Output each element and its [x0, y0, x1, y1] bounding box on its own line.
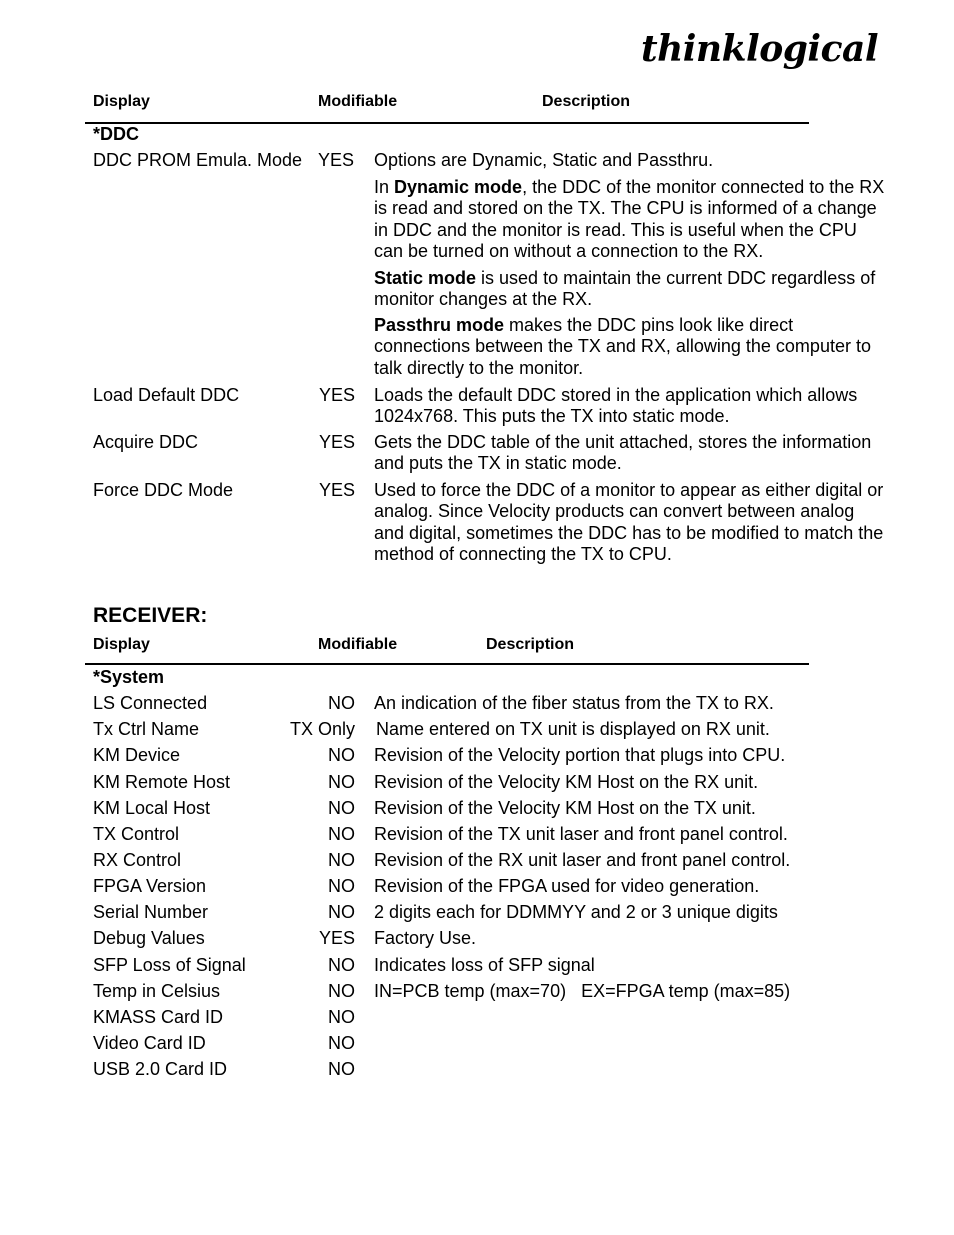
rx-row-name: KM Local Host — [93, 798, 211, 818]
ddc-row-description: Gets the DDC table of the unit attached, stores the information and puts the TX in static mode. — [374, 432, 872, 474]
rx-row-description: Revision of the TX unit laser and front panel control. — [374, 824, 788, 844]
ddc-prom-options: Options are Dynamic, Static and Passthru. — [374, 150, 714, 170]
rx-row-name: TX Control — [93, 824, 180, 844]
rx-column-header-display: Display — [93, 636, 150, 653]
rx-column-header-modifiable: Modifiable — [318, 636, 398, 653]
section-system: *System — [93, 667, 165, 687]
rx-row-description: IN=PCB temp (max=70) EX=FPGA temp (max=85) — [374, 981, 791, 1001]
ddc-row-description: Used to force the DDC of a monitor to appear as either digital or analog. Since Velocity products can convert between analog and digital, sometimes the DDC has to be modified to match the method of connecting the TX to CPU. — [374, 480, 884, 564]
rx-row-description: Name entered on TX unit is displayed on RX unit. — [376, 719, 770, 739]
rx-row-name: FPGA Version — [93, 876, 207, 896]
rx-row-description: Revision of the Velocity portion that plugs into CPU. — [374, 745, 786, 765]
rx-row-name: USB 2.0 Card ID — [93, 1059, 228, 1079]
ddc-prom-modifiable: YES — [318, 150, 355, 170]
receiver-title: RECEIVER: — [93, 604, 208, 627]
rx-row-modifiable: NO — [328, 876, 355, 896]
static-mode-text: is used to maintain the current DDC regardless of monitor changes at the RX. — [374, 268, 876, 310]
rx-row-description: An indication of the fiber status from the TX to RX. — [374, 693, 774, 713]
rx-row-description: Revision of the Velocity KM Host on the RX unit. — [374, 772, 759, 792]
passthru-mode-term: Passthru mode — [374, 315, 505, 335]
rx-row-name: KM Remote Host — [93, 772, 231, 792]
ddc-row-name: Acquire DDC — [93, 432, 199, 452]
rx-column-header-description: Description — [486, 636, 575, 653]
static-mode-paragraph — [374, 268, 889, 311]
rx-row-modifiable: NO — [328, 1033, 355, 1053]
rx-row-modifiable: NO — [328, 772, 355, 792]
rx-row-modifiable: NO — [328, 824, 355, 844]
ddc-row-modifiable: YES — [318, 432, 355, 452]
rx-row-name: KMASS Card ID — [93, 1007, 224, 1027]
passthru-mode-text: makes the DDC pins look like direct connections between the TX and RX, allowing the computer to talk directly to the monitor. — [374, 315, 871, 378]
rx-row-name: Debug Values — [93, 928, 205, 948]
ddc-row-modifiable: YES — [318, 480, 355, 500]
rx-row-modifiable: YES — [318, 928, 355, 948]
ddc-prom-name: DDC PROM Emula. Mode — [93, 150, 303, 170]
rx-row-description: Indicates loss of SFP signal — [374, 955, 595, 975]
header-rule — [85, 122, 809, 124]
ddc-row-modifiable: YES — [318, 385, 355, 405]
static-mode-term: Static mode — [374, 268, 477, 288]
dynamic-mode-paragraph — [374, 177, 889, 262]
thinklogical-logo: thinklogical — [640, 28, 878, 70]
rx-row-description: Revision of the Velocity KM Host on the TX unit. — [374, 798, 756, 818]
rx-row-name: Temp in Celsius — [93, 981, 221, 1001]
column-header-display: Display — [93, 93, 150, 110]
rx-row-modifiable: NO — [328, 955, 355, 975]
rx-row-name: KM Device — [93, 745, 181, 765]
dynamic-mode-term: Dynamic mode — [394, 177, 523, 197]
column-header-modifiable: Modifiable — [318, 93, 398, 110]
rx-row-modifiable: NO — [328, 981, 355, 1001]
dynamic-mode-text: , the DDC of the monitor connected to the RX is read and stored on the TX. The CPU is informed of a change in DDC and the monitor is read. This is useful when the CPU can be turned on without a connection to the RX. — [374, 177, 885, 261]
rx-row-description: Revision of the FPGA used for video generation. — [374, 876, 760, 896]
ddc-row-description: Loads the default DDC stored in the application which allows 1024x768. This puts the TX into static mode. — [374, 385, 858, 427]
rx-row-modifiable: NO — [328, 1059, 355, 1079]
rx-row-description: Revision of the RX unit laser and front panel control. — [374, 850, 791, 870]
rx-row-name: Tx Ctrl Name — [93, 719, 200, 739]
rx-row-name: RX Control — [93, 850, 182, 870]
rx-row-name: LS Connected — [93, 693, 208, 713]
rx-row-name: Video Card ID — [93, 1033, 206, 1053]
ddc-row-name: Force DDC Mode — [93, 480, 234, 500]
rx-row-modifiable: NO — [328, 902, 355, 922]
passthru-mode-paragraph — [374, 315, 889, 379]
rx-row-modifiable: NO — [328, 798, 355, 818]
dynamic-mode-prefix: In — [374, 177, 395, 197]
ddc-row-name: Load Default DDC — [93, 385, 240, 405]
section-ddc: *DDC — [93, 124, 140, 144]
rx-row-modifiable: NO — [328, 745, 355, 765]
rx-row-name: SFP Loss of Signal — [93, 955, 246, 975]
column-header-description: Description — [542, 93, 631, 110]
rx-row-modifiable: NO — [328, 850, 355, 870]
rx-header-rule — [85, 663, 809, 665]
rx-row-description: 2 digits each for DDMMYY and 2 or 3 unique digits — [374, 902, 778, 922]
rx-row-description: Factory Use. — [374, 928, 477, 948]
rx-row-name: Serial Number — [93, 902, 209, 922]
rx-row-modifiable: NO — [328, 1007, 355, 1027]
rx-row-modifiable: TX Only — [289, 719, 355, 739]
rx-row-modifiable: NO — [328, 693, 355, 713]
